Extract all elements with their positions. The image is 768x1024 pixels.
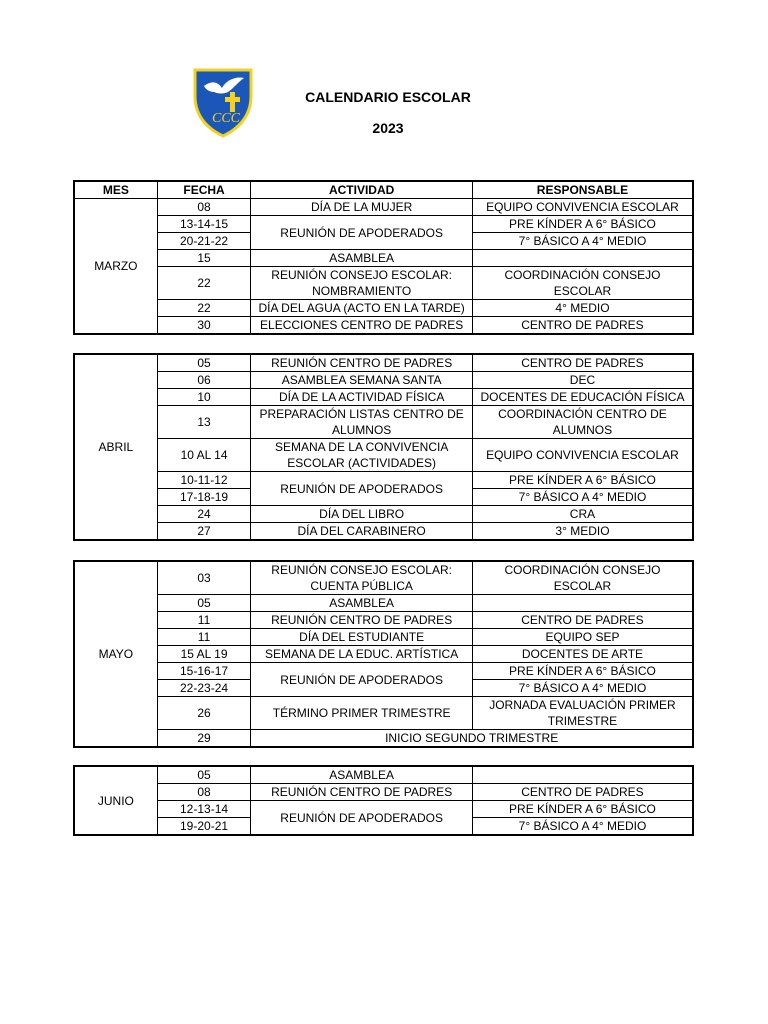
responsible-cell: PRE KÍNDER A 6° BÁSICO	[472, 801, 693, 818]
responsible-cell: 7° BÁSICO A 4° MEDIO	[472, 680, 693, 697]
table-row	[74, 389, 693, 406]
date-cell: 26	[157, 697, 251, 730]
activity-cell: REUNIÓN DE APODERADOS	[251, 472, 473, 506]
responsible-cell: PRE KÍNDER A 6° BÁSICO	[472, 216, 693, 233]
date-cell: 10-11-12	[157, 472, 251, 489]
date-cell: 11	[157, 629, 251, 646]
responsible-cell: 3° MEDIO	[472, 523, 693, 541]
activity-cell: ASAMBLEA	[251, 766, 473, 784]
activity-cell: REUNIÓN CENTRO DE PADRES	[251, 784, 473, 801]
responsible-cell: DEC	[472, 372, 693, 389]
table-row	[74, 730, 693, 748]
table-row	[74, 372, 693, 389]
date-cell: 10 AL 14	[157, 439, 251, 472]
responsible-cell: CENTRO DE PADRES	[472, 317, 693, 335]
activity-cell: PREPARACIÓN LISTAS CENTRO DE ALUMNOS	[251, 406, 473, 439]
date-cell: 22	[157, 300, 251, 317]
month-cell: ABRIL	[74, 354, 157, 540]
page-year: 2023	[372, 120, 404, 136]
date-cell: 05	[157, 354, 251, 372]
table-row	[74, 595, 693, 612]
table-row	[74, 646, 693, 663]
table-row	[74, 663, 693, 680]
crest-shield-shape	[195, 70, 251, 136]
responsible-cell: EQUIPO SEP	[472, 629, 693, 646]
activity-cell: REUNIÓN CONSEJO ESCOLAR: CUENTA PÚBLICA	[251, 561, 473, 595]
responsible-cell: CENTRO DE PADRES	[472, 784, 693, 801]
date-cell: 15 AL 19	[157, 646, 251, 663]
date-cell: 08	[157, 784, 251, 801]
responsible-cell: DOCENTES DE ARTE	[472, 646, 693, 663]
responsible-cell: CENTRO DE PADRES	[472, 354, 693, 372]
table-row	[74, 766, 693, 784]
table-row	[74, 629, 693, 646]
page-title: CALENDARIO ESCOLAR	[305, 89, 471, 105]
activity-cell: REUNIÓN CONSEJO ESCOLAR: NOMBRAMIENTO	[251, 267, 473, 300]
activity-cell: REUNIÓN CENTRO DE PADRES	[251, 354, 473, 372]
date-cell: 29	[157, 730, 251, 748]
header-mes: MES	[74, 181, 157, 199]
month-cell: MARZO	[74, 199, 157, 335]
date-cell: 19-20-21	[157, 818, 251, 836]
date-cell: 15	[157, 250, 251, 267]
table-row	[74, 199, 693, 216]
date-cell: 22	[157, 267, 251, 300]
month-cell: JUNIO	[74, 766, 157, 835]
table-row	[74, 561, 693, 595]
responsible-cell: EQUIPO CONVIVENCIA ESCOLAR	[472, 439, 693, 472]
date-cell: 03	[157, 561, 251, 595]
activity-cell: ASAMBLEA SEMANA SANTA	[251, 372, 473, 389]
activity-cell: ASAMBLEA	[251, 595, 473, 612]
table-row	[74, 784, 693, 801]
school-crest-logo	[192, 66, 254, 138]
month-cell: MAYO	[74, 561, 157, 747]
date-cell: 08	[157, 199, 251, 216]
responsible-cell: 7° BÁSICO A 4° MEDIO	[472, 233, 693, 250]
table-row	[74, 406, 693, 439]
crest-letters: CCC	[212, 111, 241, 126]
activity-cell: TÉRMINO PRIMER TRIMESTRE	[251, 697, 473, 730]
responsible-cell: DOCENTES DE EDUCACIÓN FÍSICA	[472, 389, 693, 406]
date-cell: 24	[157, 506, 251, 523]
table-row	[74, 801, 693, 818]
table-row	[74, 612, 693, 629]
header-actividad: ACTIVIDAD	[251, 181, 473, 199]
responsible-cell	[472, 595, 693, 612]
activity-cell: DÍA DEL CARABINERO	[251, 523, 473, 541]
date-cell: 17-18-19	[157, 489, 251, 506]
responsible-cell: COORDINACIÓN CONSEJO ESCOLAR	[472, 267, 693, 300]
date-cell: 13-14-15	[157, 216, 251, 233]
activity-cell: ASAMBLEA	[251, 250, 473, 267]
table-row	[74, 439, 693, 472]
responsible-cell: PRE KÍNDER A 6° BÁSICO	[472, 472, 693, 489]
date-cell: 27	[157, 523, 251, 541]
responsible-cell	[472, 766, 693, 784]
activity-cell: SEMANA DE LA CONVIVENCIA ESCOLAR (ACTIVIDADES)	[251, 439, 473, 472]
activity-cell: DÍA DEL AGUA (ACTO EN LA TARDE)	[251, 300, 473, 317]
activity-cell: ELECCIONES CENTRO DE PADRES	[251, 317, 473, 335]
table-row	[74, 506, 693, 523]
date-cell: 05	[157, 595, 251, 612]
date-cell: 22-23-24	[157, 680, 251, 697]
table-row	[74, 697, 693, 730]
calendar-table-mayo	[73, 560, 694, 748]
table-row	[74, 267, 693, 300]
responsible-cell	[472, 250, 693, 267]
activity-cell: SEMANA DE LA EDUC. ARTÍSTICA	[251, 646, 473, 663]
calendar-table-junio	[73, 765, 694, 836]
responsible-cell: COORDINACIÓN CENTRO DE ALUMNOS	[472, 406, 693, 439]
table-row	[74, 523, 693, 541]
table-row	[74, 317, 693, 335]
activity-cell: DÍA DE LA MUJER	[251, 199, 473, 216]
table-row	[74, 300, 693, 317]
header-row	[74, 181, 693, 199]
responsible-cell: EQUIPO CONVIVENCIA ESCOLAR	[472, 199, 693, 216]
table-row	[74, 472, 693, 489]
activity-cell: REUNIÓN DE APODERADOS	[251, 216, 473, 250]
date-cell: 20-21-22	[157, 233, 251, 250]
responsible-cell: JORNADA EVALUACIÓN PRIMER TRIMESTRE	[472, 697, 693, 730]
header-fecha: FECHA	[157, 181, 251, 199]
table-row	[74, 354, 693, 372]
activity-cell: DÍA DE LA ACTIVIDAD FÍSICA	[251, 389, 473, 406]
date-cell: 12-13-14	[157, 801, 251, 818]
calendar-table-abril	[73, 353, 694, 541]
activity-cell: DÍA DEL ESTUDIANTE	[251, 629, 473, 646]
responsible-cell: CRA	[472, 506, 693, 523]
header-responsable: RESPONSABLE	[472, 181, 693, 199]
date-cell: 11	[157, 612, 251, 629]
responsible-cell: 7° BÁSICO A 4° MEDIO	[472, 818, 693, 836]
date-cell: 10	[157, 389, 251, 406]
activity-cell: REUNIÓN DE APODERADOS	[251, 663, 473, 697]
calendar-table-marzo	[73, 180, 694, 335]
date-cell: 13	[157, 406, 251, 439]
responsible-cell: CENTRO DE PADRES	[472, 612, 693, 629]
responsible-cell: PRE KÍNDER A 6° BÁSICO	[472, 663, 693, 680]
date-cell: 30	[157, 317, 251, 335]
responsible-cell: COORDINACIÓN CONSEJO ESCOLAR	[472, 561, 693, 595]
date-cell: 06	[157, 372, 251, 389]
date-cell: 05	[157, 766, 251, 784]
responsible-cell: 4° MEDIO	[472, 300, 693, 317]
activity-cell: DÍA DEL LIBRO	[251, 506, 473, 523]
table-row	[74, 250, 693, 267]
table-row	[74, 216, 693, 233]
activity-cell: REUNIÓN CENTRO DE PADRES	[251, 612, 473, 629]
activity-cell: REUNIÓN DE APODERADOS	[251, 801, 473, 836]
activity-cell: INICIO SEGUNDO TRIMESTRE	[251, 730, 693, 748]
date-cell: 15-16-17	[157, 663, 251, 680]
responsible-cell: 7° BÁSICO A 4° MEDIO	[472, 489, 693, 506]
